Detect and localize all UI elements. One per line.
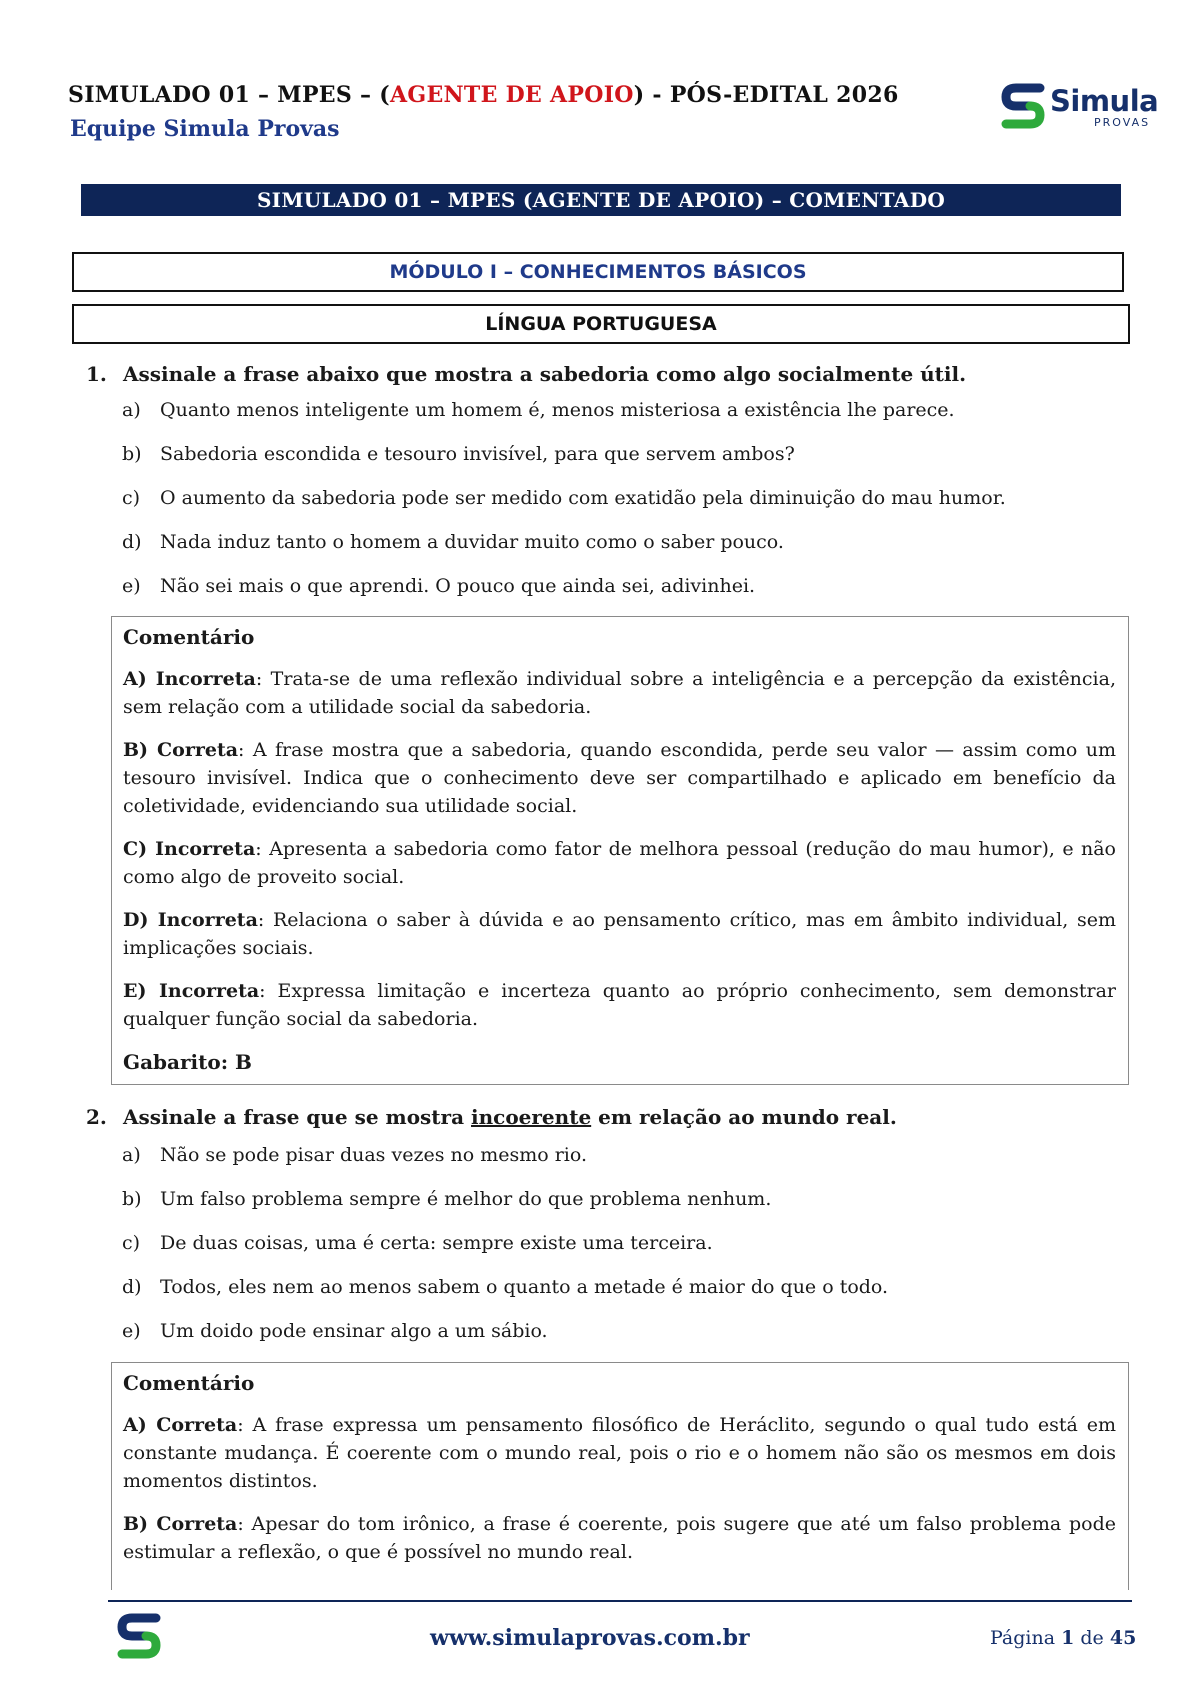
option-item: c) O aumento da sabedoria pode ser medido com exatidão pela diminuição do mau humor.: [122, 487, 1006, 509]
option-item: d) Todos, eles nem ao menos sabem o quanto a metade é maior do que o todo.: [122, 1276, 889, 1298]
question-stem: [86, 1103, 1126, 1131]
page-header: [68, 80, 1151, 150]
option-item: b) Um falso problema sempre é melhor do que problema nenhum.: [122, 1188, 772, 1210]
document-title: SIMULADO 01 – MPES – (AGENTE DE APOIO) - PÓS-EDITAL 2026: [68, 82, 899, 108]
logo-wordmark: Simula: [1050, 84, 1159, 118]
question-2: [86, 1103, 1126, 1131]
section-banner: SIMULADO 01 – MPES (AGENTE DE APOIO) – COMENTADO: [81, 184, 1121, 216]
question-1: [86, 360, 1126, 388]
question-text: Assinale a frase abaixo que mostra a sabedoria como algo socialmente útil.: [123, 362, 967, 386]
comment-item: B) Correta: A frase mostra que a sabedoria, quando escondida, perde seu valor — assim como um tesouro invisível. Indica que o conhecimento deve ser compartilhado e aplicado em benefício da coletividade, evidenciando sua utilidade social.: [123, 739, 1116, 817]
comment-box: [111, 1362, 1129, 1590]
document-subtitle: Equipe Simula Provas: [70, 116, 340, 142]
brand-logo: [1000, 82, 1159, 134]
option-item: c) De duas coisas, uma é certa: sempre existe uma terceira.: [122, 1232, 713, 1254]
option-item: a) Não se pode pisar duas vezes no mesmo rio.: [122, 1144, 588, 1166]
question-number: 2.: [86, 1105, 107, 1129]
option-item: e) Não sei mais o que aprendi. O pouco que ainda sei, adivinhei.: [122, 575, 756, 597]
answer-key: Gabarito: B: [123, 1050, 252, 1074]
website-link[interactable]: www.simulaprovas.com.br: [430, 1625, 750, 1651]
logo-s-icon: [1000, 82, 1046, 132]
question-number: 1.: [86, 362, 107, 386]
option-item: d) Nada induz tanto o homem a duvidar muito como o saber pouco.: [122, 531, 784, 553]
footer-logo-icon: [116, 1612, 162, 1662]
footer-divider: [108, 1600, 1132, 1602]
comment-item: D) Incorreta: Relaciona o saber à dúvida e ao pensamento crítico, mas em âmbito individual, sem implicações sociais.: [123, 909, 1116, 959]
comment-item: A) Correta: A frase expressa um pensamento filosófico de Heráclito, segundo o qual tudo está em constante mudança. É coerente com o mundo real, pois o rio e o homem não são os mesmos em dois momentos distintos.: [123, 1414, 1116, 1492]
comment-item: C) Incorreta: Apresenta a sabedoria como fator de melhora pessoal (redução do mau humor), e não como algo de proveito social.: [123, 838, 1116, 888]
question-stem: [86, 360, 1126, 388]
logo-subtext: PROVAS: [1094, 116, 1151, 129]
question-text: Assinale a frase que se mostra incoerente em relação ao mundo real.: [123, 1105, 897, 1129]
comment-title: Comentário: [123, 1371, 255, 1395]
module-heading: MÓDULO I – CONHECIMENTOS BÁSICOS: [72, 252, 1124, 292]
option-item: a) Quanto menos inteligente um homem é, menos misteriosa a existência lhe parece.: [122, 399, 955, 421]
option-item: e) Um doido pode ensinar algo a um sábio.: [122, 1320, 548, 1342]
underlined-word: incoerente: [471, 1105, 592, 1129]
page-number: Página 1 de 45: [990, 1627, 1137, 1649]
document-title-accent: AGENTE DE APOIO: [389, 82, 634, 108]
option-item: b) Sabedoria escondida e tesouro invisível, para que servem ambos?: [122, 443, 795, 465]
subject-heading: LÍNGUA PORTUGUESA: [72, 304, 1130, 344]
comment-item: A) Incorreta: Trata-se de uma reflexão individual sobre a inteligência e a percepção da existência, sem relação com a utilidade social da sabedoria.: [123, 668, 1116, 718]
comment-box: [111, 616, 1129, 1085]
comment-item: E) Incorreta: Expressa limitação e incerteza quanto ao próprio conhecimento, sem demonstrar qualquer função social da sabedoria.: [123, 980, 1116, 1030]
comment-title: Comentário: [123, 625, 255, 649]
comment-item: B) Correta: Apesar do tom irônico, a frase é coerente, pois sugere que até um falso problema pode estimular a reflexão, o que é possível no mundo real.: [123, 1513, 1117, 1563]
